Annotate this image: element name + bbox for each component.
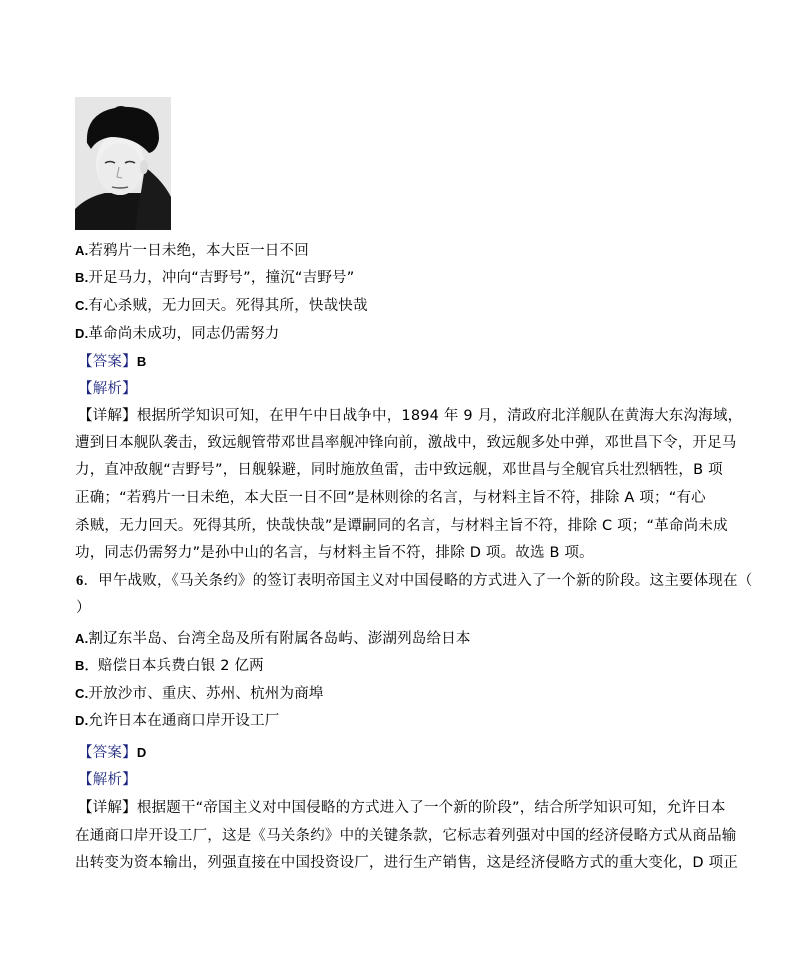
detail-line (78, 406, 742, 426)
detail-label: 【详解】 (78, 408, 137, 424)
option-letter: B. (75, 270, 89, 285)
option-letter: A. (75, 243, 89, 258)
answer-line (78, 743, 146, 763)
option-b (75, 268, 354, 288)
option-d (75, 711, 280, 731)
detail-text: 功，同志仍需努力”是孙中山的名言，与材料主旨不符，排除 D 项。故选 B 项。 (75, 545, 594, 561)
detail-line (75, 460, 723, 480)
option-text: 赔偿日本兵费白银 2 亿两 (97, 658, 264, 674)
answer-line (78, 352, 146, 372)
question-stem-text: ．甲午战败，《马关条约》的签订表明帝国主义对中国侵略的方式进入了一个新的阶段。这主要体现在（ (83, 573, 753, 589)
option-text: 若鸦片一日未绝，本大臣一日不回 (88, 243, 309, 259)
detail-text: 根据题干“帝国主义对中国侵略的方式进入了一个新的阶段”，结合所学知识可知，允许日本 (136, 800, 726, 816)
detail-label: 【详解】 (78, 800, 137, 816)
option-letter: A. (75, 631, 89, 646)
detail-line (75, 853, 738, 873)
option-a (75, 241, 309, 261)
option-text: 革命尚未成功，同志仍需努力 (88, 326, 280, 342)
detail-line (75, 826, 737, 846)
detail-line (75, 433, 737, 453)
detail-text: 杀贼，无力回天。死得其所，快哉快哉”是谭嗣同的名言，与材料主旨不符，排除 C 项；“革命尚未成 (75, 518, 728, 534)
detail-text: 力，直冲敌舰“吉野号”，日舰躲避，同时施放鱼雷，击中致远舰，邓世昌与全舰官兵壮烈牺牲，B 项 (75, 462, 723, 478)
answer-value: D (136, 745, 147, 760)
analysis-line (78, 770, 137, 790)
question-6-stem (76, 571, 752, 591)
option-text: 有心杀贼，无力回天。死得其所，快哉快哉 (88, 298, 368, 314)
detail-text: 在通商口岸开设工厂，这是《马关条约》中的关键条款，它标志着列强对中国的经济侵略方式从商品输 (75, 828, 737, 844)
option-text: 允许日本在通商口岸开设工厂 (88, 713, 280, 729)
option-text: 开足马力，冲向“吉野号”，撞沉“吉野号” (88, 270, 355, 286)
option-text: 割辽东半岛、台湾全岛及所有附属各岛屿、澎湖列岛给日本 (88, 631, 471, 647)
question-number: 6 (76, 573, 84, 589)
option-letter: C. (75, 686, 89, 701)
question-6-stem-cont (76, 598, 91, 618)
option-letter: D. (75, 713, 89, 728)
option-c (75, 296, 368, 316)
answer-value: B (136, 354, 147, 369)
portrait-image (75, 97, 171, 230)
portrait-photo-icon (75, 97, 171, 230)
option-c (75, 684, 324, 704)
analysis-label: 【解析】 (78, 381, 137, 397)
detail-text: 根据所学知识可知，在甲午中日战争中，1894 年 9 月，清政府北洋舰队在黄海大东沟海域， (136, 408, 743, 424)
option-letter: C. (75, 298, 89, 313)
option-letter: B． (75, 658, 98, 673)
answer-label: 【答案】 (78, 745, 137, 761)
analysis-line (78, 379, 137, 399)
option-letter: D. (75, 326, 89, 341)
detail-line (75, 543, 594, 563)
detail-line (78, 798, 726, 818)
detail-text: 出转变为资本输出，列强直接在中国投资设厂，进行生产销售，这是经济侵略方式的重大变化，D 项正 (75, 855, 738, 871)
option-a (75, 629, 471, 649)
question-stem-text: ） (76, 600, 91, 616)
option-text: 开放沙市、重庆、苏州、杭州为商埠 (88, 686, 324, 702)
analysis-label: 【解析】 (78, 772, 137, 788)
detail-line (75, 488, 706, 508)
option-d (75, 324, 280, 344)
detail-line (75, 516, 728, 536)
detail-text: 遭到日本舰队袭击，致远舰管带邓世昌率舰冲锋向前，激战中，致远舰多处中弹，邓世昌下令，开足马 (75, 435, 737, 451)
answer-label: 【答案】 (78, 354, 137, 370)
detail-text: 正确；“若鸦片一日未绝，本大臣一日不回”是林则徐的名言，与材料主旨不符，排除 A 项；“有心 (75, 490, 706, 506)
option-b (75, 656, 264, 676)
